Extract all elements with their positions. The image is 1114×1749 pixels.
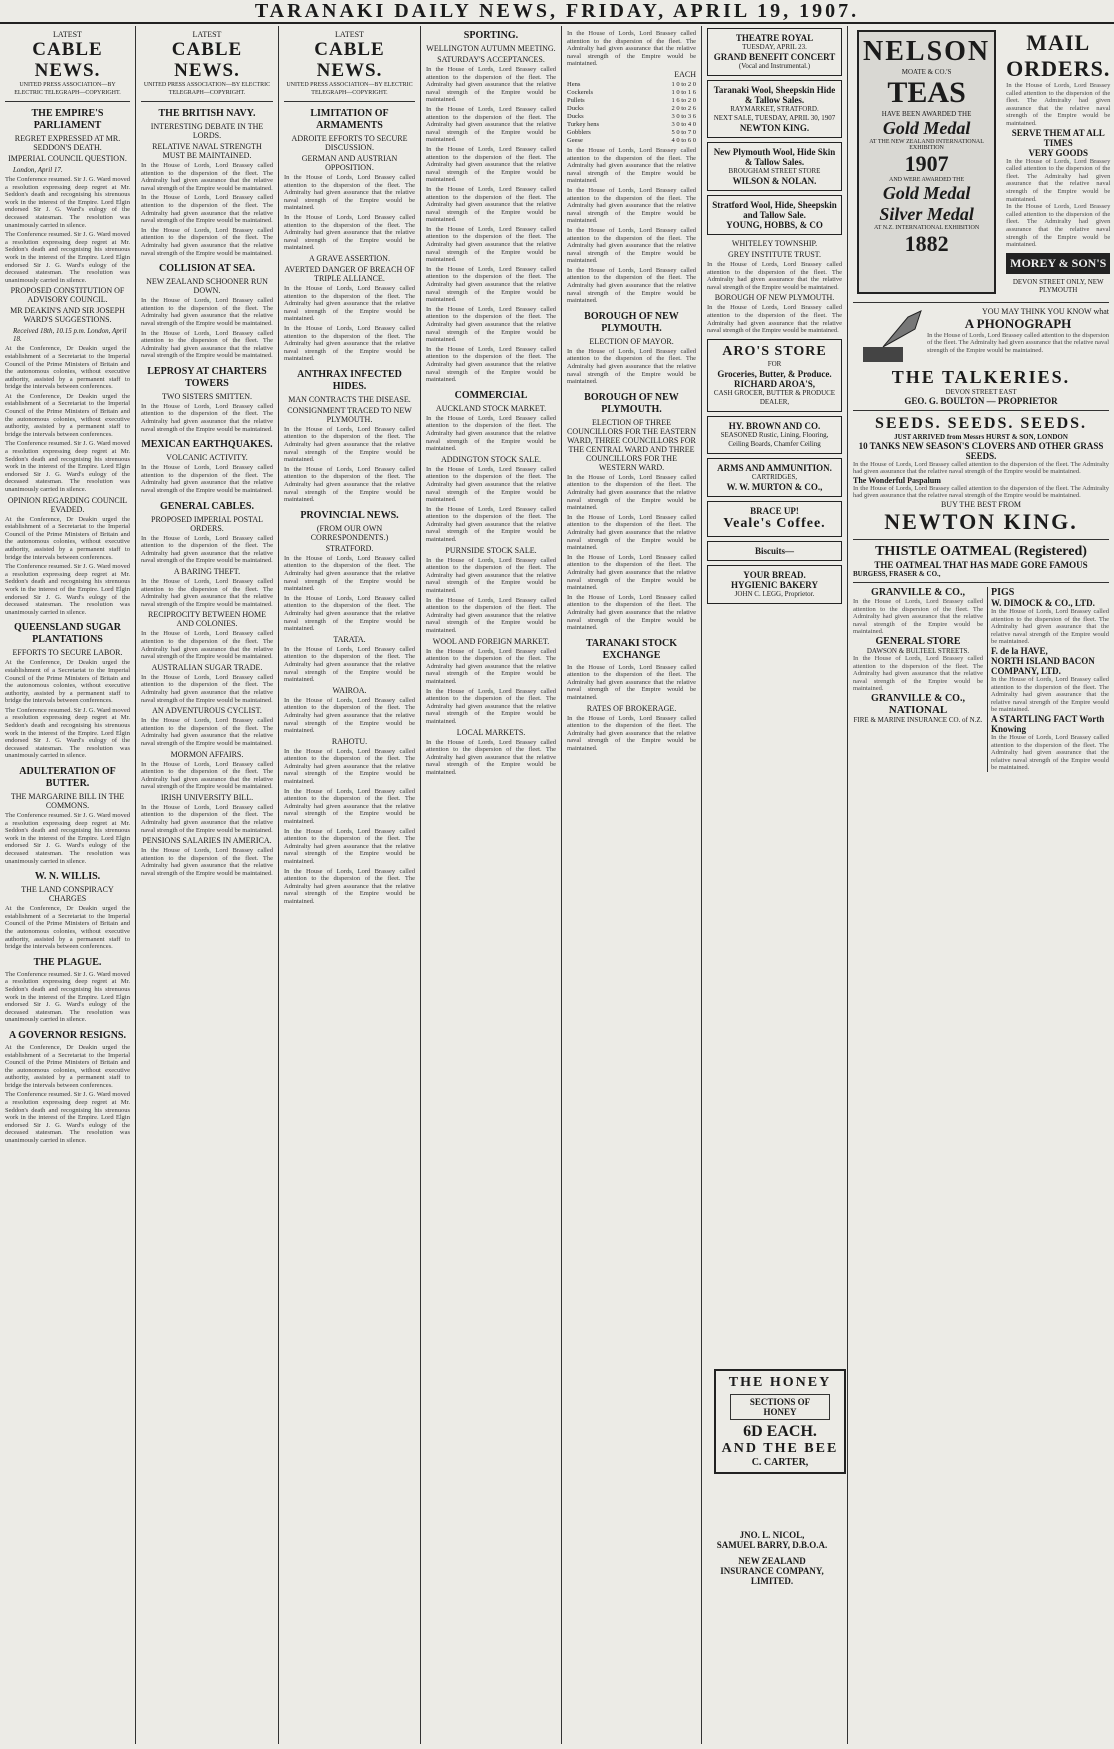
article-text: In the House of Lords, Lord Brassey called attention to the dispersion of the fleet. The Admiralty had given assurance that the relative naval strength of the Empire would be maintained. bbox=[284, 696, 415, 735]
cable-news-title: CABLE NEWS. bbox=[32, 39, 103, 81]
headline-commercial: COMMERCIAL bbox=[454, 389, 528, 401]
subhead: A GRAVE ASSERTION. bbox=[309, 253, 390, 263]
article-text: In the House of Lords, Lord Brassey called attention to the dispersion of the fleet. The Admiralty had given assurance that the relative naval strength of the Empire would be maintained. bbox=[426, 465, 556, 504]
subhead: A BARING THEFT. bbox=[173, 567, 241, 576]
article-text: In the House of Lords, Lord Brassey called attention to the dispersion of the fleet. The Admiralty had given assurance that the relative naval strength of the Empire would be maintained. bbox=[141, 194, 273, 225]
subhead: ADDINGTON STOCK SALE. bbox=[441, 454, 541, 464]
headline-empire: THE EMPIRE'S PARLIAMENT bbox=[31, 108, 104, 131]
article-text: At the Conference, Dr Deakin urged the establishment of a Secretariat to the Imperial Council of the Prime Ministers of Britain and the autonomous colonies, without executive authority, assisted by a permanent staff to bridge the intervals between conferences. bbox=[5, 905, 130, 951]
headline-plague: THE PLAGUE. bbox=[33, 956, 102, 968]
produce-item: Geese bbox=[567, 136, 583, 144]
article-text: In the House of Lords, Lord Brassey called attention to the dispersion of the fleet. The Admiralty had given assurance that the relative naval strength of the Empire would be maintained. bbox=[141, 803, 273, 834]
subhead: PROPOSED IMPERIAL POSTAL ORDERS. bbox=[151, 514, 263, 533]
article-text: At the Conference, Dr Deakin urged the establishment of a Secretariat to the Imperial Council of the Prime Ministers of Britain and the autonomous colonies, without executive authority, assisted by a permanent staff to bridge the intervals between conferences. bbox=[5, 1043, 130, 1089]
ad-text: In the House of Lords, Lord Brassey called attention to the dispersion of the fleet. The Admiralty had given assurance that the relative naval strength of the Empire would be maintained. bbox=[1006, 203, 1111, 249]
column-6 bbox=[702, 26, 848, 1744]
column-3 bbox=[279, 26, 421, 1744]
headline-navy: THE BRITISH NAVY. bbox=[158, 108, 256, 119]
headline-borough: BOROUGH OF NEW PLYMOUTH. bbox=[584, 310, 679, 334]
produce-row bbox=[567, 121, 696, 129]
dateline: Received 18th, 10.15 p.m. London, April 18. bbox=[13, 327, 127, 344]
mail-orders-ad: MAIL ORDERS. In the House of Lords, Lord Brassey called attention to the dispersion of the fleet. The Admiralty had given assurance that the relative naval strength of the Empire would be maintained. SERVE THEM AT ALL TIMES VERY GOODS In the House of Lords, Lord Brassey called attention to the dispersion of the fleet. The Admiralty had given assurance that the relative naval strength of the Empire would be maintained. In the House of Lords, Lord Brassey called attention to the dispersion of the fleet. The Admiralty had given assurance that the relative naval strength of the Empire would be maintained. MOREY & SON'S DEVON STREET ONLY, NEW PLYMOUTH bbox=[1006, 30, 1111, 294]
produce-item: Ducks bbox=[567, 112, 584, 120]
subhead: ELECTION OF MAYOR. bbox=[589, 336, 674, 346]
article-text: In the House of Lords, Lord Brassey called attention to the dispersion of the fleet. The Admiralty had given assurance that the relative naval strength of the Empire would be maintained. bbox=[141, 673, 273, 704]
article-text: In the House of Lords, Lord Brassey called attention to the dispersion of the fleet. The Admiralty had given assurance that the relative naval strength of the Empire would be maintained. bbox=[567, 266, 696, 305]
article-text: In the House of Lords, Lord Brassey called attention to the dispersion of the fleet. The Admiralty had given assurance that the relative naval strength of the Empire would be maintained. bbox=[141, 402, 273, 433]
produce-price: 1 6 to 2 0 bbox=[671, 96, 696, 104]
article-text: In the House of Lords, Lord Brassey called attention to the dispersion of the fleet. The Admiralty had given assurance that the relative naval strength of the Empire would be maintained. bbox=[426, 225, 556, 264]
subhead: AVERTED DANGER OF BREACH OF TRIPLE ALLIANCE. bbox=[284, 264, 415, 283]
subhead: WHITELEY TOWNSHIP. bbox=[731, 239, 818, 248]
produce-item: Turkey hens bbox=[567, 120, 600, 128]
cable-news-title: CABLE NEWS. bbox=[171, 39, 243, 81]
article-text: In the House of Lords, Lord Brassey called attention to the dispersion of the fleet. The Admiralty had given assurance that the relative naval strength of the Empire would be maintained. bbox=[141, 226, 273, 257]
seeds-title: SEEDS. SEEDS. SEEDS. bbox=[874, 414, 1088, 432]
subhead: MORMON AFFAIRS. bbox=[170, 749, 244, 759]
produce-item: Pullets bbox=[567, 96, 585, 104]
ad-text: In the House of Lords, Lord Brassey called attention to the dispersion of the fleet. The Admiralty had given assurance that the relative naval strength of the Empire would be maintained. bbox=[853, 460, 1109, 476]
subhead: (FROM OUR OWN CORRESPONDENTS.) bbox=[310, 523, 389, 542]
headline-governor: A GOVERNOR RESIGNS. bbox=[9, 1029, 126, 1041]
produce-price: 4 0 to 6 0 bbox=[671, 136, 696, 144]
veales-coffee-ad: BRACE UP! Veale's Coffee. bbox=[707, 501, 842, 537]
article-text: The Conference resumed. Sir J. G. Ward moved a resolution expressing deep regret at Mr. Seddon's death and recognising his strenuous work in the interest of the Empire. Lord Elgin endorsed Sir J. G. Ward's eulogy of the deceased statesman. The resolution was unanimously carried in silence. bbox=[5, 563, 130, 616]
ad-text: In the House of Lords, Lord Brassey called attention to the dispersion of the fleet. The Admiralty had given assurance that the relative naval strength of the Empire would be maintained. bbox=[991, 734, 1109, 772]
headline-borough-2: BOROUGH OF NEW PLYMOUTH. bbox=[584, 391, 679, 415]
column-2 bbox=[136, 26, 279, 1744]
subhead: TWO SISTERS SMITTEN. bbox=[162, 391, 252, 401]
produce-row bbox=[567, 137, 696, 145]
credit-line: UNITED PRESS ASSOCIATION—BY ELECTRIC TELEGRAPH—COPYRIGHT. bbox=[286, 82, 413, 96]
article-text: In the House of Lords, Lord Brassey called attention to the dispersion of the fleet. The Admiralty had given assurance that the relative naval strength of the Empire would be maintained. bbox=[284, 867, 415, 905]
left-ads: GRANVILLE & CO., In the House of Lords, Lord Brassey called attention to the dispersion of the fleet. The Admiralty had given assurance that the relative naval strength of the Empire would be maintained. GENERAL STORE DAWSON & BULTEEL STREETS. In the House of Lords, Lord Brassey called attention to the dispersion of the fleet. The Admiralty had given assurance that the relative naval strength of the Empire would be maintained. GRANVILLE & CO., NATIONAL FIRE & MARINE INSURANCE CO. of N.Z. bbox=[853, 587, 983, 724]
credit-line: UNITED PRESS ASSOCIATION—BY ELECTRIC TELEGRAPH—COPYRIGHT. bbox=[14, 82, 121, 96]
bakery-ad: YOUR BREAD. HYGIENIC BAKERY JOHN C. LEGG, Proprietor. bbox=[707, 565, 842, 604]
subhead: MR DEAKIN'S AND SIR JOSEPH WARD'S SUGGESTIONS. bbox=[10, 306, 125, 325]
subhead: THE MARGARINE BILL IN THE COMMONS. bbox=[10, 792, 125, 811]
article-text: In the House of Lords, Lord Brassey called attention to the dispersion of the fleet. The Admiralty had given assurance that the relative naval strength of the Empire would be maintained. bbox=[426, 738, 556, 776]
produce-item: Hens bbox=[567, 80, 581, 88]
produce-row bbox=[567, 113, 696, 121]
produce-item: Ducks bbox=[567, 104, 584, 112]
taranaki-wool-ad: Taranaki Wool, Sheepskin Hide & Tallow Sales. RAYMARKET, STRATFORD. NEXT SALE, TUESDAY, APRIL 30, 1907 NEWTON KING. bbox=[707, 80, 842, 138]
subhead: INTERESTING DEBATE IN THE LORDS. bbox=[150, 122, 264, 140]
article-text: In the House of Lords, Lord Brassey called attention to the dispersion of the fleet. The Admiralty had given assurance that the relative naval strength of the Empire would be maintained. bbox=[426, 305, 556, 344]
article-text: In the House of Lords, Lord Brassey called attention to the dispersion of the fleet. The Admiralty had given assurance that the relative naval strength of the Empire would be maintained. bbox=[141, 847, 273, 878]
produce-item: Gobblers bbox=[567, 128, 591, 136]
latest-kicker: LATEST bbox=[335, 30, 364, 39]
article-text: In the House of Lords, Lord Brassey called attention to the dispersion of the fleet. The Admiralty had given assurance that the relative naval strength of the Empire would be maintained. bbox=[141, 464, 273, 495]
article-text: In the House of Lords, Lord Brassey called attention to the dispersion of the fleet. The Admiralty had given assurance that the relative naval strength of the Empire would be maintained. bbox=[141, 162, 273, 192]
bottom-ads-row bbox=[853, 587, 1109, 772]
masthead: TARANAKI DAILY NEWS, FRIDAY, APRIL 19, 1907. bbox=[0, 0, 1114, 24]
arms-ad: ARMS AND AMMUNITION. CARTRIDGES, W. W. MURTON & CO., bbox=[707, 458, 842, 497]
produce-price: 1 0 to 2 0 bbox=[671, 80, 696, 88]
subhead: ELECTION OF THREE COUNCILLORS FOR THE EASTERN WARD, THREE COUNCILLORS FOR THE CENTRAL WARD AND THREE COUNCILLORS FOR THE WESTERN WARD. bbox=[567, 417, 696, 472]
produce-row bbox=[567, 129, 696, 137]
article-text: In the House of Lords, Lord Brassey called attention to the dispersion of the fleet. The Admiralty had given assurance that the relative naval strength of the Empire would be maintained. bbox=[426, 66, 556, 104]
article-text: In the House of Lords, Lord Brassey called attention to the dispersion of the fleet. The Admiralty had given assurance that the relative naval strength of the Empire would be maintained. bbox=[284, 213, 415, 252]
subhead: AUSTRALIAN SUGAR TRADE. bbox=[151, 662, 263, 672]
article-text: In the House of Lords, Lord Brassey called attention to the dispersion of the fleet. The Admiralty had given assurance that the relative naval strength of the Empire would be maintained. bbox=[426, 265, 556, 304]
headline-stock-exchange: TARANAKI STOCK EXCHANGE bbox=[585, 637, 678, 661]
subhead: PROPOSED CONSTITUTION OF ADVISORY COUNCIL. bbox=[10, 286, 125, 305]
ad-text: In the House of Lords, Lord Brassey called attention to the dispersion of the fleet. The Admiralty had given assurance that the relative naval strength of the Empire would be maintained. bbox=[991, 608, 1109, 646]
subhead: AUCKLAND STOCK MARKET. bbox=[435, 403, 547, 413]
article-text: In the House of Lords, Lord Brassey called attention to the dispersion of the fleet. The Admiralty had given assurance that the relative naval strength of the Empire would be maintained. bbox=[284, 594, 415, 633]
article-text: In the House of Lords, Lord Brassey called attention to the dispersion of the fleet. The Admiralty had given assurance that the relative naval strength of the Empire would be maintained. bbox=[426, 556, 556, 595]
subhead: REGRET EXPRESSED AT MR. SEDDON'S DEATH. bbox=[14, 134, 121, 152]
subhead: THE LAND CONSPIRACY CHARGES bbox=[21, 885, 114, 904]
headline-provincial: PROVINCIAL NEWS. bbox=[300, 509, 399, 521]
article-text: In the House of Lords, Lord Brassey called attention to the dispersion of the fleet. The Admiralty had given assurance that the relative naval strength of the Empire would be maintained. bbox=[284, 425, 415, 464]
article-text: In the House of Lords, Lord Brassey called attention to the dispersion of the fleet. The Admiralty had given assurance that the relative naval strength of the Empire would be maintained. bbox=[426, 687, 556, 725]
article-text: In the House of Lords, Lord Brassey called attention to the dispersion of the fleet. The Admiralty had given assurance that the relative naval strength of the Empire would be maintained. bbox=[426, 105, 556, 144]
subhead: PURNSIDE STOCK SALE. bbox=[445, 545, 537, 555]
credit-line: UNITED PRESS ASSOCIATION—BY ELECTRIC TELEGRAPH—COPYRIGHT. bbox=[143, 82, 271, 96]
cable-news-title: CABLE NEWS. bbox=[314, 39, 385, 81]
subhead: NEW ZEALAND SCHOONER RUN DOWN. bbox=[146, 277, 268, 296]
subhead: RELATIVE NAVAL STRENGTH MUST BE MAINTAINED. bbox=[152, 142, 262, 160]
column-5 bbox=[562, 26, 702, 1744]
produce-price: 5 0 to 7 0 bbox=[671, 128, 696, 136]
article-text: In the House of Lords, Lord Brassey called attention to the dispersion of the fleet. The Admiralty had given assurance that the relative naval strength of the Empire would be maintained. bbox=[141, 578, 273, 608]
article-text: In the House of Lords, Lord Brassey called attention to the dispersion of the fleet. The Admiralty had given assurance that the relative naval strength of the Empire would be maintained. bbox=[284, 747, 415, 786]
subhead: AN ADVENTUROUS CYCLIST. bbox=[152, 706, 262, 716]
article-text: The Conference resumed. Sir J. G. Ward moved a resolution expressing deep regret at Mr. Seddon's death and recognising his strenuous work in the interest of the Empire. Lord Elgin endorsed Sir J. G. Ward's eulogy of the deceased statesman. The resolution was unanimously carried in silence. bbox=[5, 970, 130, 1024]
subhead: LOCAL MARKETS. bbox=[456, 727, 526, 737]
article-text: In the House of Lords, Lord Brassey called attention to the dispersion of the fleet. The Admiralty had given assurance that the relative naval strength of the Empire would be maintained. bbox=[567, 146, 696, 185]
ad-text: In the House of Lords, Lord Brassey called attention to the dispersion of the fleet. The Admiralty had given assurance that the relative naval strength of the Empire would be maintained. bbox=[927, 331, 1109, 354]
subhead: WELLINGTON AUTUMN MEETING. bbox=[426, 44, 556, 53]
article-text: In the House of Lords, Lord Brassey called attention to the dispersion of the fleet. The Admiralty had given assurance that the relative naval strength of the Empire would be maintained. bbox=[284, 787, 415, 826]
biscuits-ad: Biscuits— bbox=[707, 541, 842, 561]
article-text: In the House of Lords, Lord Brassey called attention to the dispersion of the fleet. The Admiralty had given assurance that the relative naval strength of the Empire would be maintained. bbox=[426, 647, 556, 685]
talkeries-title: THE TALKERIES. bbox=[891, 366, 1071, 387]
ad-text: In the House of Lords, Lord Brassey called attention to the dispersion of the fleet. The Admiralty had given assurance that the relative naval strength of the Empire would be maintained. bbox=[853, 655, 983, 693]
article-text: In the House of Lords, Lord Brassey called attention to the dispersion of the fleet. The Admiralty had given assurance that the relative naval strength of the Empire would be maintained. bbox=[567, 347, 696, 386]
article-text: In the House of Lords, Lord Brassey called attention to the dispersion of the fleet. The Admiralty had given assurance that the relative naval strength of the Empire would be maintained. bbox=[284, 465, 415, 504]
headline-mexican: MEXICAN EARTHQUAKES. bbox=[141, 439, 273, 451]
right-ads: PIGS W. DIMOCK & CO., LTD. In the House of Lords, Lord Brassey called attention to the dispersion of the fleet. The Admiralty had given assurance that the relative naval strength of the Empire would be maintained. F. de la HAVE, NORTH ISLAND BACON COMPANY, LTD. In the House of Lords, Lord Brassey called attention to the dispersion of the fleet. The Admiralty had given assurance that the relative naval strength of the Empire would be maintained. A STARTLING FACT Worth Knowing In the House of Lords, Lord Brassey called attention to the dispersion of the fleet. The Admiralty had given assurance that the relative naval strength of the Empire would be maintained. bbox=[987, 587, 1109, 772]
article-text: In the House of Lords, Lord Brassey called attention to the dispersion of the fleet. The Admiralty had given assurance that the relative naval strength of the Empire would be maintained. bbox=[567, 513, 696, 552]
nelson-tea-ad: NELSON MOATE & CO.'S TEAS HAVE BEEN AWARDED THE Gold Medal AT THE NEW ZEALAND INTERNATIONAL EXHIBITION 1907 AND WERE AWARDED THE Gold Medal Silver Medal AT N.Z. INTERNATIONAL EXHIBITION 1882 bbox=[857, 30, 996, 294]
aroas-store-ad: ARO'S STORE FOR Groceries, Butter, & Produce. RICHARD AROA'S, CASH GROCER, BUTTER & PRODUCE DEALER, bbox=[707, 339, 842, 412]
article-text: At the Conference, Dr Deakin urged the establishment of a Secretariat to the Imperial Council of the Prime Ministers of Britain and the autonomous colonies, without executive authority, assisted by a permanent staff to bridge the intervals between conferences. bbox=[5, 345, 130, 391]
article-text: In the House of Lords, Lord Brassey called attention to the dispersion of the fleet. The Admiralty had given assurance that the relative naval strength of the Empire would be maintained. bbox=[426, 596, 556, 634]
produce-row bbox=[567, 105, 696, 113]
article-text: In the House of Lords, Lord Brassey called attention to the dispersion of the fleet. The Admiralty had given assurance that the relative naval strength of the Empire would be maintained. bbox=[284, 284, 415, 323]
article-text: In the House of Lords, Lord Brassey called attention to the dispersion of the fleet. The Admiralty had given assurance that the relative naval strength of the Empire would be maintained. bbox=[567, 30, 696, 68]
column-7: NELSON MOATE & CO.'S TEAS HAVE BEEN AWARDED THE Gold Medal AT THE NEW ZEALAND INTERNATIONAL EXHIBITION 1907 AND WERE AWARDED THE Gold Medal Silver Medal AT N.Z. INTERNATIONAL EXHIBITION 1882 MAIL ORDERS. In the House of Lords, Lord Brassey called attention to the dispersion of the fleet. The Admiralty had given assurance that the relative naval strength of the Empire would be maintained. SERVE THEM AT ALL TIMES VERY GOODS In the House of Lords, Lord Brassey called attention to the dispersion of the fleet. The Admiralty had given assurance that the relative naval strength of the Empire would be maintained. In the House of Lords, Lord Brassey called attention to the dispersion of the fleet. The Admiralty had given assurance that the relative naval strength of the Empire would be maintained. MOREY & SON'S DEVON STREET ONLY, NEW PLYMOUTH YOU MAY THINK YOU KNOW what A PHONOGRAPH In the House of Lords, Lord Brassey called attention to the dispersion of the fleet. The Admiralty had given assurance that the relative naval strength of the Empire would be maintained. THE TALKERIES. DEVON STREET EAST GEO. G. BOULTON — PROPRIETOR SEEDS. SEEDS. SEEDS. JUST ARRIVED from Messrs HURST & SON, LONDON 10 TANKS NEW SEASON'S CLOVERS AND OTHER GRASS SEEDS. In the House of Lords, Lord Brassey called attention to the dispersion of the fleet. The Admiralty had given assurance that the relative naval strength of the Empire would be maintained. The Wonderful Paspalum In the House of Lords, Lord Brassey called attention to the dispersion of the fleet. The Admiralty had given assurance that the relative naval strength of the Empire would be maintained. BUY THE BEST FROM NEWTON KING. THISTLE OATMEAL (Registered) THE OATMEAL THAT HAS MADE GORE FAMOUS BURGESS, FRASER & CO., GRANVILLE & CO., In the House of Lords, Lord Brassey called attention to the dispersion of the fleet. The Admiralty had given assurance that the relative naval strength of the Empire would be maintained. GENERAL STORE DAWSON & BULTEEL STREETS. In the House of Lords, Lord Brassey called attention to the dispersion of the fleet. The Admiralty had given assurance that the relative naval strength of the Empire would be maintained. GRANVILLE & CO., NATIONAL FIRE & MARINE INSURANCE CO. of N.Z. PIGS W. DIMOCK & CO., LTD. In the House of Lords, Lord Brassey called attention to the dispersion of the fleet. The Admiralty had given assurance that the relative naval strength of the Empire would be maintained. F. de la HAVE, NORTH ISLAND BACON COMPANY, LTD. In the House of Lords, Lord Brassey called attention to the dispersion of the fleet. The Admiralty had given assurance that the relative naval strength of the Empire would be maintained. A STARTLING FACT Worth Knowing In the House of Lords, Lord Brassey called attention to the dispersion of the fleet. The Admiralty had given assurance that the relative naval strength of the Empire would be maintained. bbox=[848, 26, 1114, 1744]
article-text: In the House of Lords, Lord Brassey called attention to the dispersion of the fleet. The Admiralty had given assurance that the relative naval strength of the Empire would be maintained. bbox=[141, 329, 273, 360]
article-text: In the House of Lords, Lord Brassey called attention to the dispersion of the fleet. The Admiralty had given assurance that the relative naval strength of the Empire would be maintained. bbox=[284, 174, 415, 212]
article-text: In the House of Lords, Lord Brassey called attention to the dispersion of the fleet. The Admiralty had given assurance that the relative naval strength of the Empire would be maintained. bbox=[284, 554, 415, 593]
subhead: GREY INSTITUTE TRUST. bbox=[728, 250, 821, 259]
article-text: In the House of Lords, Lord Brassey called attention to the dispersion of the fleet. The Admiralty had given assurance that the relative naval strength of the Empire would be maintained. bbox=[426, 414, 556, 453]
headline-leprosy: LEPROSY AT CHARTERS TOWERS bbox=[147, 365, 267, 389]
article-text: The Conference resumed. Sir J. G. Ward moved a resolution expressing deep regret at Mr. Seddon's death and recognising his strenuous work in the interest of the Empire. Lord Elgin endorsed Sir J. G. Ward's eulogy of the deceased statesman. The resolution was unanimously carried in silence. bbox=[5, 231, 130, 284]
article-text: In the House of Lords, Lord Brassey called attention to the dispersion of the fleet. The Admiralty had given assurance that the relative naval strength of the Empire would be maintained. bbox=[567, 714, 696, 753]
article-text: In the House of Lords, Lord Brassey called attention to the dispersion of the fleet. The Admiralty had given assurance that the relative naval strength of the Empire would be maintained. bbox=[567, 553, 696, 592]
headline-general-cables: GENERAL CABLES. bbox=[160, 500, 254, 512]
article-text: In the House of Lords, Lord Brassey called attention to the dispersion of the fleet. The Admiralty had given assurance that the relative naval strength of the Empire would be maintained. bbox=[707, 261, 842, 291]
article-text: At the Conference, Dr Deakin urged the establishment of a Secretariat to the Imperial Council of the Prime Ministers of Britain and the autonomous colonies, without executive authority, assisted by a permanent staff to bridge the intervals between conferences. bbox=[5, 392, 130, 438]
produce-price: 2 0 to 2 6 bbox=[671, 104, 696, 112]
honey-ad: THE HONEY SECTIONS OF HONEY 6D EACH. AND THE BEE C. CARTER, bbox=[714, 1369, 846, 1474]
article-text: The Conference resumed. Sir J. G. Ward moved a resolution expressing deep regret at Mr. Seddon's death and recognising his strenuous work in the interest of the Empire. Lord Elgin endorsed Sir J. G. Ward's eulogy of the deceased statesman. The resolution was unanimously carried in silence. bbox=[5, 440, 130, 493]
produce-price: 1 0 to 1 6 bbox=[671, 88, 696, 96]
phonograph-ad: YOU MAY THINK YOU KNOW what A PHONOGRAPH In the House of Lords, Lord Brassey called attention to the dispersion of the fleet. The Admiralty had given assurance that the relative naval strength of the Empire would be maintained. bbox=[853, 307, 1109, 367]
headline-butter: ADULTERATION OF BUTTER. bbox=[19, 766, 116, 790]
ad-text: In the House of Lords, Lord Brassey called attention to the dispersion of the fleet. The Admiralty had given assurance that the relative naval strength of the Empire would be maintained. bbox=[853, 598, 983, 636]
article-text: At the Conference, Dr Deakin urged the establishment of a Secretariat to the Imperial Council of the Prime Ministers of Britain and the autonomous colonies, without executive authority, assisted by a permanent staff to bridge the intervals between conferences. bbox=[5, 659, 130, 705]
dateline: London, April 17. bbox=[13, 166, 63, 174]
article-text: In the House of Lords, Lord Brassey called attention to the dispersion of the fleet. The Admiralty had given assurance that the relative naval strength of the Empire would be maintained. bbox=[426, 345, 556, 384]
article-text: The Conference resumed. Sir J. G. Ward moved a resolution expressing deep regret at Mr. Seddon's death and recognising his strenuous work in the interest of the Empire. Lord Elgin endorsed Sir J. G. Ward's eulogy of the deceased statesman. The resolution was unanimously carried in silence. bbox=[5, 1091, 130, 1145]
article-text: In the House of Lords, Lord Brassey called attention to the dispersion of the fleet. The Admiralty had given assurance that the relative naval strength of the Empire would be maintained. bbox=[707, 304, 842, 335]
subhead: MAN CONTRACTS THE DISEASE. bbox=[288, 394, 411, 404]
produce-item: Cockerels bbox=[567, 88, 593, 96]
article-text: In the House of Lords, Lord Brassey called attention to the dispersion of the fleet. The Admiralty had given assurance that the relative naval strength of the Empire would be maintained. bbox=[567, 473, 696, 512]
produce-price: 3 0 to 4 0 bbox=[671, 120, 696, 128]
gramophone-icon bbox=[853, 307, 923, 367]
subhead: CONSIGNMENT TRACED TO NEW PLYMOUTH. bbox=[287, 405, 412, 424]
subhead: BOROUGH OF NEW PLYMOUTH. bbox=[714, 293, 835, 303]
subhead: RAHOTU. bbox=[331, 736, 368, 746]
subhead: ADROITE EFFORTS TO SECURE DISCUSSION. bbox=[291, 134, 408, 152]
article-text: In the House of Lords, Lord Brassey called attention to the dispersion of the fleet. The Admiralty had given assurance that the relative naval strength of the Empire would be maintained. bbox=[141, 760, 273, 791]
latest-kicker: LATEST bbox=[192, 30, 222, 39]
subhead: SATURDAY'S ACCEPTANCES. bbox=[437, 55, 545, 64]
subhead: IMPERIAL COUNCIL QUESTION. bbox=[8, 154, 127, 163]
article-text: In the House of Lords, Lord Brassey called attention to the dispersion of the fleet. The Admiralty had given assurance that the relative naval strength of the Empire would be maintained. bbox=[567, 186, 696, 225]
article-text: The Conference resumed. Sir J. G. Ward moved a resolution expressing deep regret at Mr. Seddon's death and recognising his strenuous work in the interest of the Empire. Lord Elgin endorsed Sir J. G. Ward's eulogy of the deceased statesman. The resolution was unanimously carried in silence. bbox=[5, 812, 130, 865]
article-text: In the House of Lords, Lord Brassey called attention to the dispersion of the fleet. The Admiralty had given assurance that the relative naval strength of the Empire would be maintained. bbox=[284, 827, 415, 865]
article-text: In the House of Lords, Lord Brassey called attention to the dispersion of the fleet. The Admiralty had given assurance that the relative naval strength of the Empire would be maintained. bbox=[567, 593, 696, 632]
headline-armaments: LIMITATION OF ARMAMENTS bbox=[310, 108, 389, 131]
theatre-royal-ad: THEATRE ROYAL TUESDAY, APRIL 23. GRAND BENEFIT CONCERT (Vocal and Instrumental.) bbox=[707, 28, 842, 76]
np-wool-ad: New Plymouth Wool, Hide Skin & Tallow Sales. BROUGHAM STREET STORE WILSON & NOLAN. bbox=[707, 142, 842, 191]
produce-row bbox=[567, 81, 696, 89]
subhead: WAIROA. bbox=[332, 685, 367, 695]
latest-kicker: LATEST bbox=[53, 30, 82, 39]
headline-queensland: QUEENSLAND SUGAR PLANTATIONS bbox=[14, 622, 121, 646]
article-text: In the House of Lords, Lord Brassey called attention to the dispersion of the fleet. The Admiralty had given assurance that the relative naval strength of the Empire would be maintained. bbox=[141, 534, 273, 565]
subhead: TARATA. bbox=[333, 634, 366, 644]
subhead: STRATFORD. bbox=[325, 543, 374, 553]
ad-text: In the House of Lords, Lord Brassey called attention to the dispersion of the fleet. The Admiralty had given assurance that the relative naval strength of the Empire would be maintained. bbox=[1006, 157, 1111, 203]
article-text: In the House of Lords, Lord Brassey called attention to the dispersion of the fleet. The Admiralty had given assurance that the relative naval strength of the Empire would be maintained. bbox=[567, 663, 696, 702]
subhead: VOLCANIC ACTIVITY. bbox=[166, 453, 248, 463]
article-text: In the House of Lords, Lord Brassey called attention to the dispersion of the fleet. The Admiralty had given assurance that the relative naval strength of the Empire would be maintained. bbox=[426, 185, 556, 224]
article-text: In the House of Lords, Lord Brassey called attention to the dispersion of the fleet. The Admiralty had given assurance that the relative naval strength of the Empire would be maintained. bbox=[141, 717, 273, 747]
article-text: The Conference resumed. Sir J. G. Ward moved a resolution expressing deep regret at Mr. Seddon's death and recognising his strenuous work in the interest of the Empire. Lord Elgin endorsed Sir J. G. Ward's eulogy of the deceased statesman. The resolution was unanimously carried in silence. bbox=[5, 706, 130, 760]
article-text: In the House of Lords, Lord Brassey called attention to the dispersion of the fleet. The Admiralty had given assurance that the relative naval strength of the Empire would be maintained. bbox=[284, 324, 415, 363]
produce-row bbox=[567, 97, 696, 105]
article-text: In the House of Lords, Lord Brassey called attention to the dispersion of the fleet. The Admiralty had given assurance that the relative naval strength of the Empire would be maintained. bbox=[426, 145, 556, 184]
article-text: In the House of Lords, Lord Brassey called attention to the dispersion of the fleet. The Admiralty had given assurance that the relative naval strength of the Empire would be maintained. bbox=[141, 297, 273, 327]
headline-sporting: SPORTING. bbox=[463, 30, 519, 41]
subhead: WOOL AND FOREIGN MARKET. bbox=[432, 636, 550, 646]
produce-title: EACH bbox=[674, 69, 696, 79]
subhead: RATES OF BROKERAGE. bbox=[586, 703, 677, 713]
column-1 bbox=[0, 26, 136, 1744]
headline-collision: COLLISION AT SEA. bbox=[158, 263, 256, 275]
subhead: EFFORTS TO SECURE LABOR. bbox=[12, 648, 123, 658]
article-text: In the House of Lords, Lord Brassey called attention to the dispersion of the fleet. The Admiralty had given assurance that the relative naval strength of the Empire would be maintained. bbox=[141, 630, 273, 661]
hy-brown-ad: HY. BROWN AND CO. SEASONED Rustic, Lining, Flooring, Ceiling Boards, Chamfer Ceiling bbox=[707, 416, 842, 454]
optician-ad: JNO. L. NICOL, SAMUEL BARRY, D.B.O.A. NEW ZEALAND INSURANCE COMPANY, LIMITED. bbox=[712, 1530, 832, 1586]
headline-anthrax: ANTHRAX INFECTED HIDES. bbox=[297, 368, 402, 392]
subhead: GERMAN AND AUSTRIAN OPPOSITION. bbox=[301, 154, 398, 172]
article-text: At the Conference, Dr Deakin urged the establishment of a Secretariat to the Imperial Council of the Prime Ministers of Britain and the autonomous colonies, without executive authority, assisted by a permanent staff to bridge the intervals between conferences. bbox=[5, 515, 130, 561]
ad-text: In the House of Lords, Lord Brassey called attention to the dispersion of the fleet. The Admiralty had given assurance that the relative naval strength of the Empire would be maintained. bbox=[991, 676, 1109, 714]
article-text: In the House of Lords, Lord Brassey called attention to the dispersion of the fleet. The Admiralty had given assurance that the relative naval strength of the Empire would be maintained. bbox=[284, 645, 415, 684]
subhead: RECIPROCITY BETWEEN HOME AND COLONIES. bbox=[148, 610, 266, 629]
article-text: The Conference resumed. Sir J. G. Ward moved a resolution expressing deep regret at Mr. Seddon's death and recognising his strenuous work in the interest of the Empire. Lord Elgin endorsed Sir J. G. Ward's eulogy of the deceased statesman. The resolution was unanimously carried in silence. bbox=[5, 176, 130, 229]
stratford-wool-ad: Stratford Wool, Hide, Sheepskin and Tallow Sale. YOUNG, HOBBS, & CO bbox=[707, 195, 842, 235]
column-4 bbox=[421, 26, 562, 1744]
subhead: IRISH UNIVERSITY BILL. bbox=[160, 792, 254, 802]
produce-price: 3 0 to 3 6 bbox=[671, 112, 696, 120]
produce-table bbox=[567, 81, 696, 145]
produce-row bbox=[567, 89, 696, 97]
ad-text: In the House of Lords, Lord Brassey called attention to the dispersion of the fleet. The Admiralty had given assurance that the relative naval strength of the Empire would be maintained. bbox=[853, 484, 1109, 500]
top-ads-row bbox=[853, 26, 1109, 298]
headline-willis: W. N. WILLIS. bbox=[34, 871, 101, 883]
article-text: In the House of Lords, Lord Brassey called attention to the dispersion of the fleet. The Admiralty had given assurance that the relative naval strength of the Empire would be maintained. bbox=[426, 505, 556, 544]
subhead: PENSIONS SALARIES IN AMERICA. bbox=[142, 836, 272, 846]
subhead: OPINION REGARDING COUNCIL EVADED. bbox=[7, 495, 128, 514]
article-text: In the House of Lords, Lord Brassey called attention to the dispersion of the fleet. The Admiralty had given assurance that the relative naval strength of the Empire would be maintained. bbox=[567, 226, 696, 265]
ad-text: In the House of Lords, Lord Brassey called attention to the dispersion of the fleet. The Admiralty had given assurance that the relative naval strength of the Empire would be maintained. bbox=[1006, 82, 1111, 127]
